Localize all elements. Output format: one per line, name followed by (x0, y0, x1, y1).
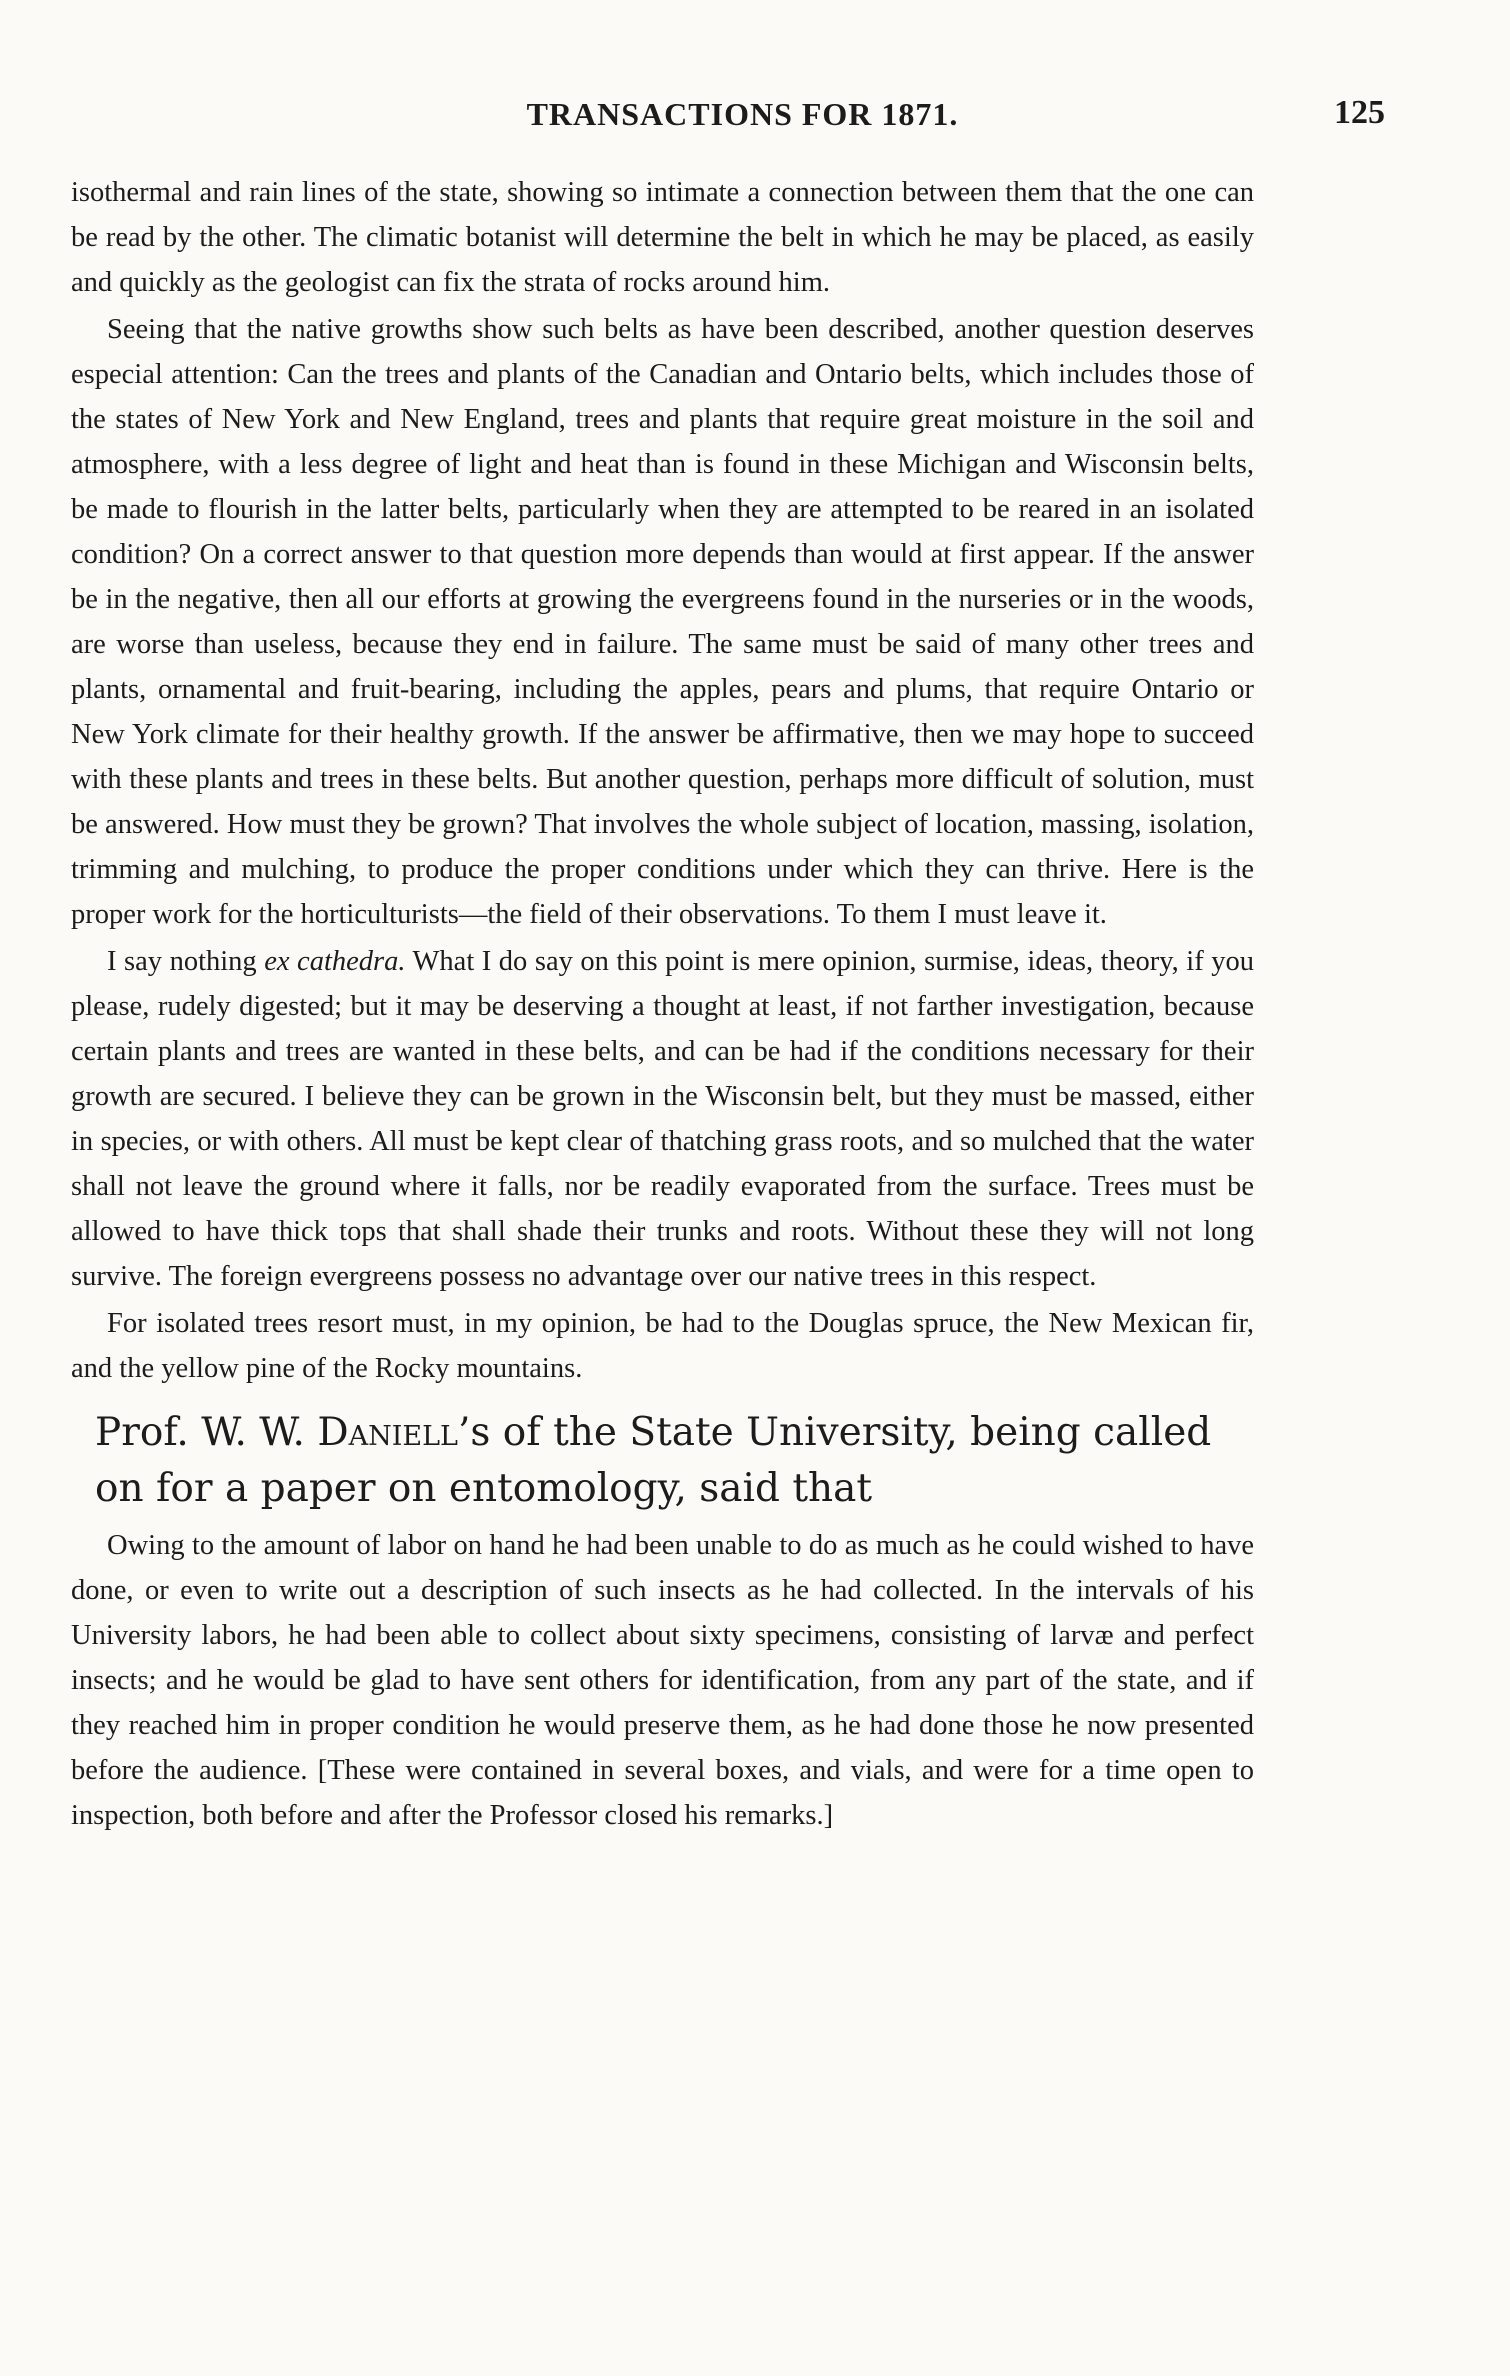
paragraph-native-growths: Seeing that the native growths show such belts as have been described, another question deserves especial attention: Can the trees and plants of the Canadian and Ontario belts, which includes those of the states of New York and New England, trees and plants that require great moisture in the soil and atmosphere, with a less degree of light and heat than is found in these Michigan and Wisconsin belts, be made to flourish in the latter belts, particularly when they are attempted to be reared in an isolated condition? On a correct answer to that question more depends than would at first appear. If the answer be in the negative, then all our efforts at growing the evergreens found in the nurseries or in the woods, are worse than useless, because they end in failure. The same must be said of many other trees and plants, ornamental and fruit-bearing, including the apples, pears and plums, that require Ontario or New York climate for their healthy growth. If the answer be affirmative, then we may hope to succeed with these plants and trees in these belts. But another question, perhaps more difficult of solution, must be answered. How must they be grown? That involves the whole subject of location, massing, isolation, trimming and mulching, to produce the proper conditions under which they can thrive. Here is the proper work for the horticulturists—the field of their observations. To them I must leave it. (71, 314, 1254, 930)
page-number: 125 (1334, 94, 1385, 131)
section-heading (95, 1405, 1254, 1517)
section-heading-name: Daniell (317, 1410, 458, 1455)
running-title: TRANSACTIONS FOR 1871. (526, 96, 959, 132)
paragraph-ex-cathedra (71, 939, 1254, 1299)
paragraph-entomology: Owing to the amount of labor on hand he had been unable to do as much as he could wished to have done, or even to write out a description of such insects as he had collected. In the intervals of his University labors, he had been able to collect about sixty specimens, consisting of larvæ and perfect insects; and he would be glad to have sent others for identification, from any part of the state, and if they reached him in proper condition he would preserve them, as he had done those he now presented before the audience. [These were contained in several boxes, and vials, and were for a time open to inspection, both before and after the Professor closed his remarks.] (71, 1530, 1254, 1831)
paragraph-isolated-trees: For isolated trees resort must, in my opinion, be had to the Douglas spruce, the New Mexican fir, and the yellow pine of the Rocky mountains. (71, 1308, 1254, 1384)
paragraph-ex-cathedra-start: I say nothing (107, 946, 265, 977)
paragraph-isothermal: isothermal and rain lines of the state, showing so intimate a connection between them that the one can be read by the other. The climatic botanist will determine the belt in which he may be placed, as easily and quickly as the geologist can fix the strata of rocks around him. (71, 177, 1254, 298)
ex-cathedra-phrase: ex cathedra. (264, 946, 406, 977)
body-text (71, 170, 1254, 1838)
paragraph-ex-cathedra-rest: What I do say on this point is mere opinion, surmise, ideas, theory, if you please, rudely digested; but it may be deserving a thought at least, if not farther investigation, because certain plants and trees are wanted in these belts, and can be had if the conditions necessary for their growth are secured. I believe they can be grown in the Wisconsin belt, but they must be massed, either in species, or with others. All must be kept clear of thatching grass roots, and so mulched that the water shall not leave the ground where it falls, nor be readily evaporated from the surface. Trees must be allowed to have thick tops that shall shade their trunks and roots. Without these they will not long survive. The foreign evergreens possess no advantage over our native trees in this respect. (71, 946, 1254, 1292)
running-head (100, 96, 1385, 146)
section-heading-suffix: ’s of the State University, being called on for a paper on entomology, said that (95, 1410, 1212, 1511)
section-heading-prefix: Prof. W. W. (95, 1410, 318, 1455)
